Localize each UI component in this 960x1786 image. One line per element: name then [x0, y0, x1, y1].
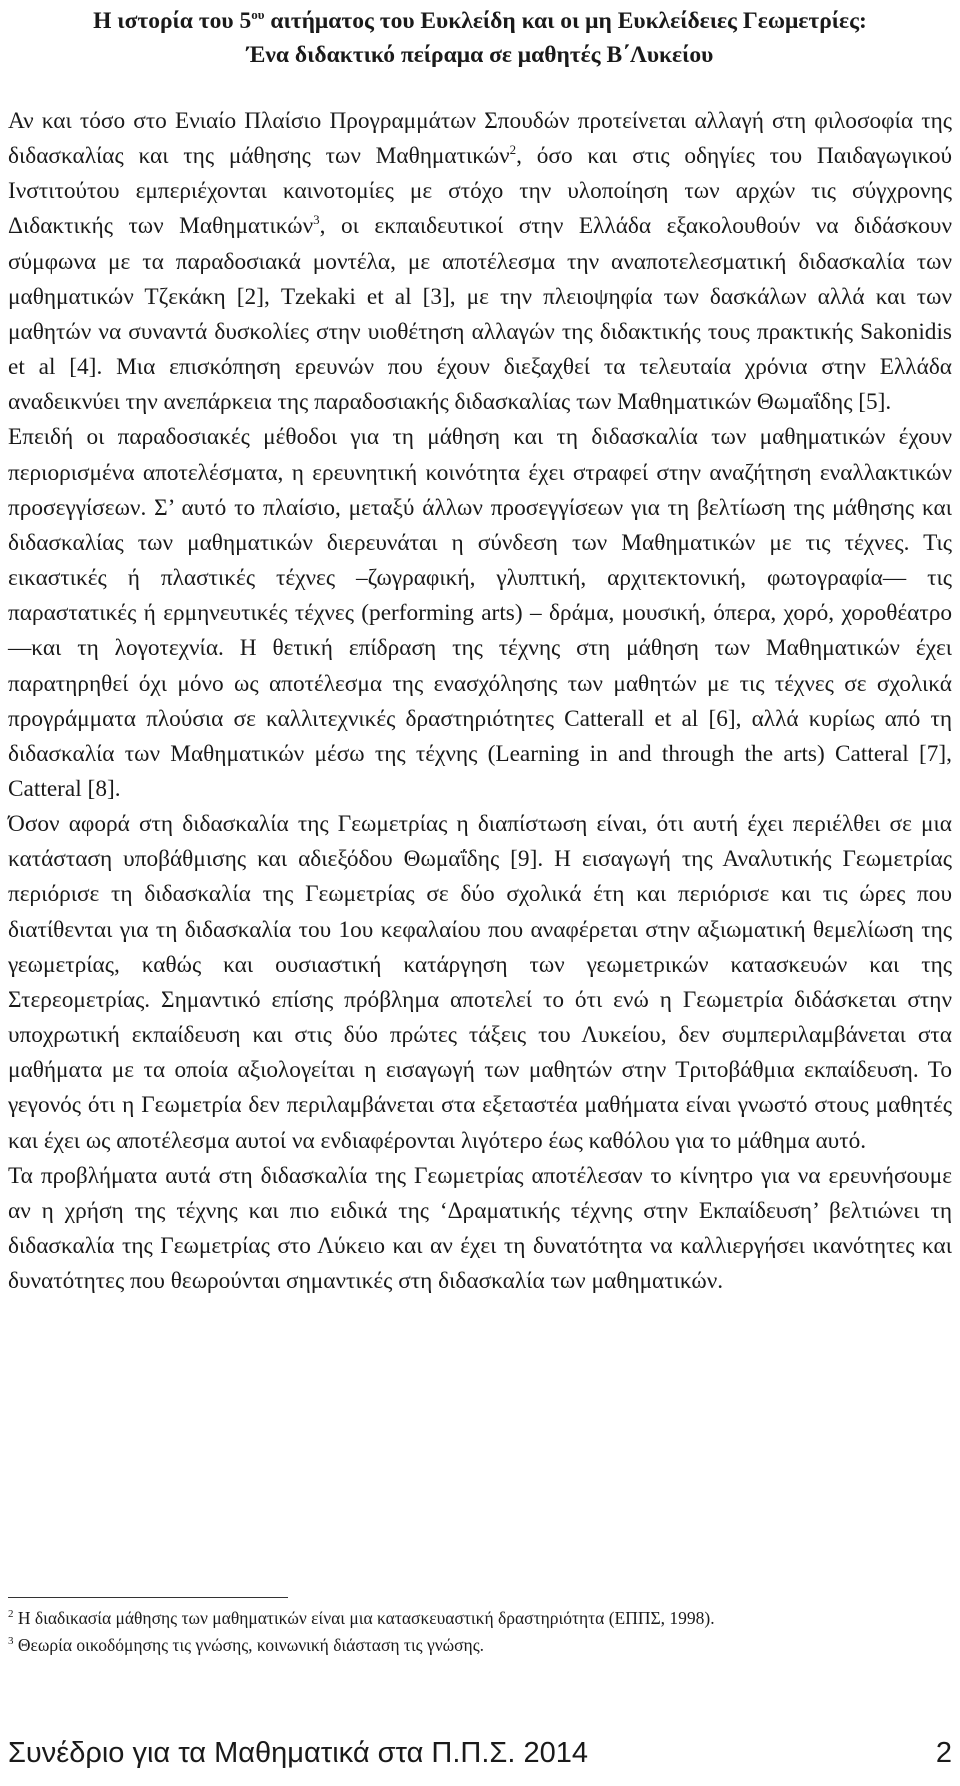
title-line-1-start: Η ιστορία του 5: [93, 8, 252, 34]
footnote-3-mark: 3: [8, 1635, 14, 1648]
footer-conference-name: Συνέδριο για τα Μαθηματικά στα Π.Π.Σ. 2014: [8, 1737, 588, 1769]
page-footer: [8, 1733, 952, 1773]
paragraph-1-part-c: , οι εκπαιδευτικοί στην Ελλάδα εξακολουθούν να διδάσκουν σύμφωνα με τα παραδοσιακά μοντέλα, με αποτέλεσμα την αναποτελεσματική διδασκαλία των μαθηματικών Τζεκάκη [2], Tzekaki et al [3], με την πλειοψηφία των δασκάλων αλλά και των μαθητών να συναντά δυσκολίες στην υιοθέτηση αλλαγών της διδακτικής τους πρακτικής Sakonidis et al [4]. Μια επισκόπηση ερευνών που έχουν διεξαχθεί τα τελευταία χρόνια στην Ελλάδα αναδεικνύει την ανεπάρκεια της παραδοσιακής διδασκαλίας των Μαθηματικών Θωμαΐδης [5].: [8, 213, 952, 416]
title-line-1: [8, 4, 952, 38]
footnote-divider: [8, 1597, 288, 1598]
title-line-2: Ένα διδακτικό πείραμα σε μαθητές Β΄Λυκείου: [246, 42, 714, 68]
paragraph-1-part-b: , όσο και στις οδηγίες του Παιδαγωγικού Ινστιτούτου εμπεριέχονται καινοτομίες με στόχο την υλοποίηση των αρχών τις σύγχρονης Διδακτικής των Μαθηματικών: [8, 143, 952, 240]
paragraph-3: Όσον αφορά στη διδασκαλία της Γεωμετρίας η διαπίστωση είναι, ότι αυτή έχει περιέλθει σε μια κατάσταση υποβάθμισης και αδιεξόδου Θωμαΐδης [9]. Η εισαγωγή της Αναλυτικής Γεωμετρίας περιόρισε τη διδασκαλία της Γεωμετρίας σε δύο σχολικά έτη και περιόρισε και τις ώρες που διατίθενται για τη διδασκαλία του 1ου κεφαλαίου που αναφέρεται στην αξιωματική θεμελίωση της γεωμετρίας, καθώς και ουσιαστική κατάργηση των γεωμετρικών κατασκευών και της Στερεομετρίας. Σημαντικό επίσης πρόβλημα αποτελεί το ότι ενώ η Γεωμετρία διδάσκεται στην υποχρωτική εκπαίδευση και στις δύο πρώτες τάξεις του Λυκείου, δεν συμπεριλαμβάνεται στα μαθήματα με τα οποία αξιολογείται η εισαγωγή των μαθητών στην Τριτοβάθμια εκπαίδευση. Το γεγονός ότι η Γεωμετρία δεν περιλαμβάνεται στα εξεταστέα μαθήματα είναι γνωστό στους μαθητές και έχει ως αποτέλεσμα αυτοί να ενδιαφέρονται λιγότερο έως καθόλου για το μάθημα αυτό.: [8, 811, 952, 1154]
body-text: [8, 104, 952, 1299]
footnote-2-text: Η διαδικασία μάθησης των μαθηματικών είναι μια κατασκευαστική δραστηριότητα (ΕΠΠΣ, 1998).: [13, 1608, 715, 1628]
paragraph-1-part-a: Αν και τόσο στο Ενιαίο Πλαίσιο Προγραμμάτων Σπουδών προτείνεται αλλαγή στη φιλοσοφία της διδασκαλίας και της μάθησης των Μαθηματικών: [8, 108, 952, 170]
footnotes: [8, 1605, 952, 1659]
footnote-ref-2[interactable]: 2: [509, 142, 517, 158]
paragraph-2: Επειδή οι παραδοσιακές μέθοδοι για τη μάθηση και τη διδασκαλία των μαθηματικών έχουν περιορισμένα αποτελέσματα, η ερευνητική κοινότητα έχει στραφεί στην αναζήτηση εναλλακτικών προσεγγίσεων. Σ’ αυτό το πλαίσιο, μεταξύ άλλων προσεγγίσεων για τη βελτίωση της μάθησης και διδασκαλίας των μαθηματικών διερευνάται η σύνδεση των Μαθηματικών με τις τέχνες. Τις εικαστικές ή πλαστικές τέχνες –ζωγραφική, γλυπτική, αρχιτεκτονική, φωτογραφία— τις παραστατικές ή ερμηνευτικές τέχνες (performing arts) – δράμα, μουσική, όπερα, χορό, χοροθέατρο—και τη λογοτεχνία. Η θετική επίδραση της τέχνης στη μάθηση των Μαθηματικών έχει παρατηρηθεί όχι μόνο ως αποτέλεσμα της ενασχόλησης των μαθητών με τις τέχνες σε σχολικά προγράμματα πλούσια σε καλλιτεχνικές δραστηριότητες Catterall et al [6], αλλά κυρίως από τη διδασκαλία των Μαθηματικών μέσω της τέχνης (Learning in and through the arts) Catteral [7], Catteral [8].: [8, 424, 952, 802]
title-superscript: ου: [251, 7, 265, 23]
footnote-ref-3[interactable]: 3: [313, 212, 320, 228]
page-number: 2: [935, 1737, 952, 1769]
footnote-2-mark: 2: [8, 1608, 14, 1621]
footnote-3-text: Θεωρία οικοδόμησης τις γνώσης, κοινωνική διάσταση τις γνώσης.: [13, 1635, 485, 1655]
footnote-3: [8, 1632, 952, 1659]
paragraph-4: Τα προβλήματα αυτά στη διδασκαλία της Γεωμετρίας αποτέλεσαν το κίνητρο για να ερευνήσουμε αν η χρήση της τέχνης και πιο ειδικά της ‘Δραματικής τέχνης στην Εκπαίδευση’ βελτιώνει τη διδασκαλία της Γεωμετρίας στο Λύκειο και αν έχει τη δυνατότητα να καλλιεργήσει ικανότητες και δυνατότητες που θεωρούνται σημαντικές στη διδασκαλία των μαθηματικών.: [8, 1162, 952, 1295]
title-line-1-end: αιτήματος του Ευκλείδη και οι μη Ευκλείδειες Γεωμετρίες:: [264, 8, 867, 34]
footnote-2: [8, 1605, 952, 1632]
paper-title: [8, 4, 952, 72]
paragraph-1: [8, 104, 952, 420]
